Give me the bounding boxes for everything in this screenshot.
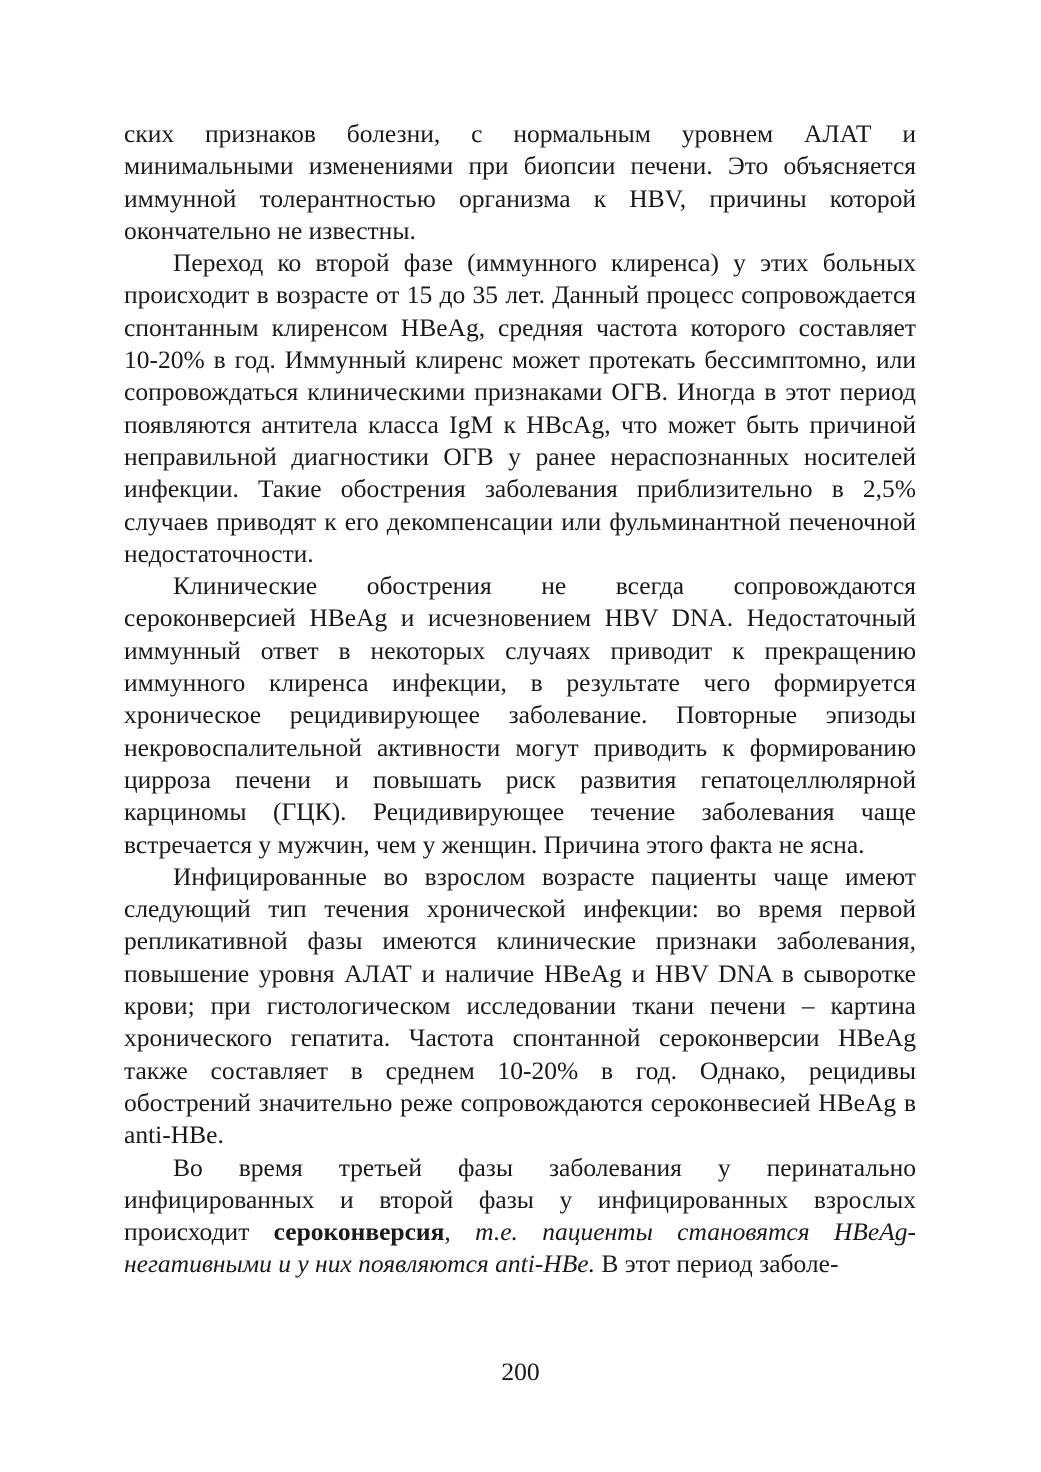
paragraph-3: Клинические обострения не всегда сопровождаются сероконверсией HBeAg и исчезновением HBV DNA. Недостаточный иммунный ответ в некоторых случаях приводит к прекращению иммунного клиренса инфекции, в результате чего формируется хроническое рецидивирующее заболевание. Повторные эпизоды некровоспалительной активности могут приводить к формированию цирроза печени и повышать риск развития гепатоцеллюлярной карциномы (ГЦК). Рецидивирующее течение заболевания чаще встречается у мужчин, чем у женщин. Причина этого факта не ясна. [124,571,916,859]
paragraph-5-tail: В этот период заболе- [594,1249,839,1279]
document-page [124,118,916,1281]
paragraph-2: Переход ко второй фазе (иммунного клиренса) у этих больных происходит в возрасте от 15 до 35 лет. Данный процесс сопровождается спонтанным клиренсом HBeAg, средняя частота которого составляет 10-20% в год. Иммунный клиренс может протекать бессимптомно, или сопровождаться клиническими признаками ОГВ. Иногда в этот период появляются антитела класса IgM к HBcAg, что может быть причиной неправильной диагностики ОГВ у ранее нераспознанных носителей инфекции. Такие обострения заболевания приблизительно в 2,5% случаев приводят к его декомпенсации или фульминантной печеночной недостаточности. [124,248,916,568]
page-number: 200 [501,1357,540,1386]
term-seroconversion: сероконверсия [273,1217,445,1247]
paragraph-4: Инфицированные во взрослом возрасте пациенты чаще имеют следующий тип течения хронической инфекции: во время первой репликативной фазы имеются клинические признаки заболевания, повышение уровня АЛАТ и наличие HBeAg и HBV DNA в сыворотке крови; при гистологическом исследовании ткани печени – картина хронического гепатита. Частота спонтанной сероконверсии HBeAg также составляет в среднем 10-20% в год. Однако, рецидивы обострений значительно реже сопровождаются сероконвесией HBeAg в anti-HBe. [124,861,916,1150]
italic-definition: т.е. пациенты становятся HBeAg-негативными и у них появляются anti-HBe. [124,1217,916,1279]
paragraph-5 [124,1152,916,1281]
paragraph-5-comma: , [444,1217,476,1247]
paragraph-5-lead: Во время третьей фазы заболевания у перинатально инфицированных и второй фазы у инфицированных взрослых происходит [124,1152,916,1247]
paragraph-1: ских признаков болезни, с нормальным уровнем АЛАТ и минимальными изменениями при биопсии печени. Это объясняется иммунной толерантностью организма к HBV, причины которой окончательно не известны. [124,119,916,245]
